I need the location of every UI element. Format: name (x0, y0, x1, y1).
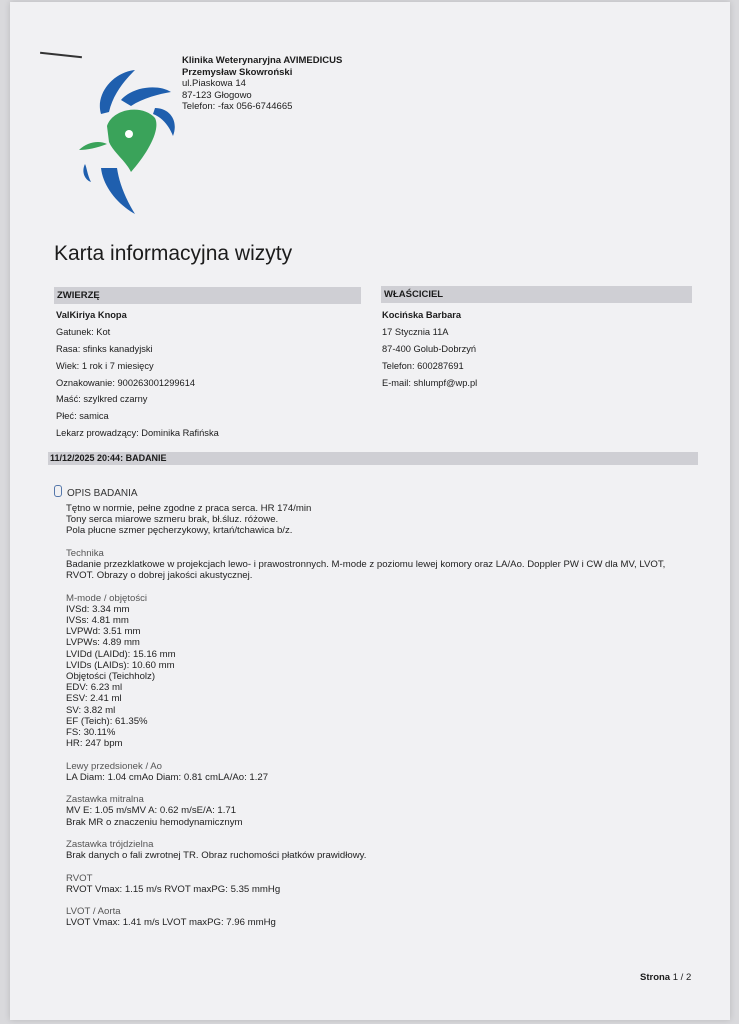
page-footer (640, 972, 691, 983)
exam-line: LVOT Vmax: 1.41 m/s LVOT maxPG: 7.96 mmHg (66, 917, 276, 929)
exam-line: MV E: 1.05 m/sMV A: 0.62 m/sE/A: 1.71 (66, 805, 237, 817)
exam-line: Technika (66, 547, 104, 559)
paperclip-icon (54, 485, 62, 497)
exam-line (66, 581, 706, 592)
exam-line: Brak MR o znaczeniu hemodynamicznym (66, 816, 243, 828)
animal-chip-id: Oznakowanie: 900263001299614 (56, 378, 196, 388)
exam-line: RVOT Vmax: 1.15 m/s RVOT maxPG: 5.35 mmHg (66, 883, 281, 895)
clinic-street: ul.Piaskowa 14 (182, 78, 246, 89)
owner-section-header: WŁAŚCICIEL (381, 286, 692, 303)
exam-line: IVSs: 4.81 mm (66, 615, 129, 626)
owner-email: E-mail: shlumpf@wp.pl (382, 378, 478, 388)
animal-species: Gatunek: Kot (56, 327, 111, 337)
exam-line: Pola płucne szmer pęcherzykowy, krtań/tchawica b/z. (66, 525, 293, 537)
exam-description-heading: OPIS BADANIA (54, 485, 138, 499)
exam-line: RVOT. Obrazy o dobrej jakości akustycznej. (66, 570, 253, 582)
exam-line: Badanie przezklatkowe w projekcjach lewo- i prawostronnych. M-mode z poziomu lewej komory oraz LA/Ao. Doppler PW i CW dla MV, LVOT, (66, 559, 666, 570)
clinic-logo-icon (73, 64, 183, 224)
exam-line: LA Diam: 1.04 cmAo Diam: 0.81 cmLA/Ao: 1.27 (66, 771, 269, 783)
clinic-doctor: Przemysław Skowroński (182, 66, 293, 78)
animal-breed: Rasa: sfinks kanadyjski (56, 344, 153, 354)
exam-line: HR: 247 bpm (66, 738, 123, 750)
exam-line: LVPWs: 4.89 mm (66, 637, 140, 649)
page-total: / 2 (678, 972, 692, 983)
exam-line: Tętno w normie, pełne zgodne z praca serca. HR 174/min (66, 503, 312, 514)
clinic-phone: Telefon: -fax 056-6744665 (182, 101, 293, 112)
exam-line: FS: 30.11% (66, 727, 116, 739)
exam-line: Brak danych o fali zwrotnej TR. Obraz ruchomości płatków prawidłowy. (66, 850, 367, 862)
exam-line: EDV: 6.23 ml (66, 682, 123, 694)
exam-line: LVIDs (LAIDs): 10.60 mm (66, 659, 175, 671)
document-page (10, 2, 730, 1020)
animal-age: Wiek: 1 rok i 7 miesięcy (56, 361, 154, 371)
exam-line (66, 749, 706, 760)
exam-line: IVSd: 3.34 mm (66, 603, 130, 615)
animal-sex: Płeć: samica (56, 411, 109, 421)
exam-line: Tony serca miarowe szmeru brak, bł.śluz. różowe. (66, 514, 279, 526)
animal-section-header: ZWIERZĘ (54, 287, 361, 304)
exam-line (66, 537, 706, 548)
exam-line: Lewy przedsionek / Ao (66, 760, 162, 772)
animal-color: Maść: szylkred czarny (56, 394, 148, 404)
exam-line: LVIDd (LAIDd): 15.16 mm (66, 648, 176, 660)
exam-line: SV: 3.82 ml (66, 704, 116, 716)
page-label: Strona (640, 972, 671, 983)
exam-line: ESV: 2.41 ml (66, 693, 122, 705)
exam-line: LVPWd: 3.51 mm (66, 626, 141, 638)
owner-city: 87-400 Golub-Dobrzyń (382, 344, 477, 354)
animal-name: ValKiriya Knopa (56, 310, 127, 320)
exam-line (66, 828, 706, 839)
exam-line: RVOT (66, 872, 93, 884)
document-title: Karta informacyjna wizyty (54, 242, 293, 265)
exam-line (66, 895, 706, 906)
exam-line: LVOT / Aorta (66, 906, 121, 918)
exam-line (66, 783, 706, 794)
exam-line: Zastawka trójdzielna (66, 839, 154, 851)
owner-name: Kocińska Barbara (382, 310, 462, 320)
owner-phone: Telefon: 600287691 (382, 361, 464, 371)
exam-line: EF (Teich): 61.35% (66, 715, 148, 727)
visit-header: 11/12/2025 20:44: BADANIE (48, 452, 698, 465)
attending-vet: Lekarz prowadzący: Dominika Rafińska (56, 428, 219, 438)
pen-mark (40, 52, 82, 58)
exam-line: Zastawka mitralna (66, 794, 144, 806)
clinic-header (182, 55, 342, 113)
clinic-city: 87-123 Głogowo (182, 89, 252, 101)
clinic-name: Klinika Weterynaryjna AVIMEDICUS (182, 55, 343, 66)
exam-line: Objętości (Teichholz) (66, 671, 156, 683)
exam-description-body (66, 503, 706, 929)
page-number: 1 (672, 972, 679, 983)
owner-street: 17 Stycznia 11A (382, 327, 449, 337)
exam-line (66, 861, 706, 872)
exam-line: M-mode / objętości (66, 592, 148, 604)
